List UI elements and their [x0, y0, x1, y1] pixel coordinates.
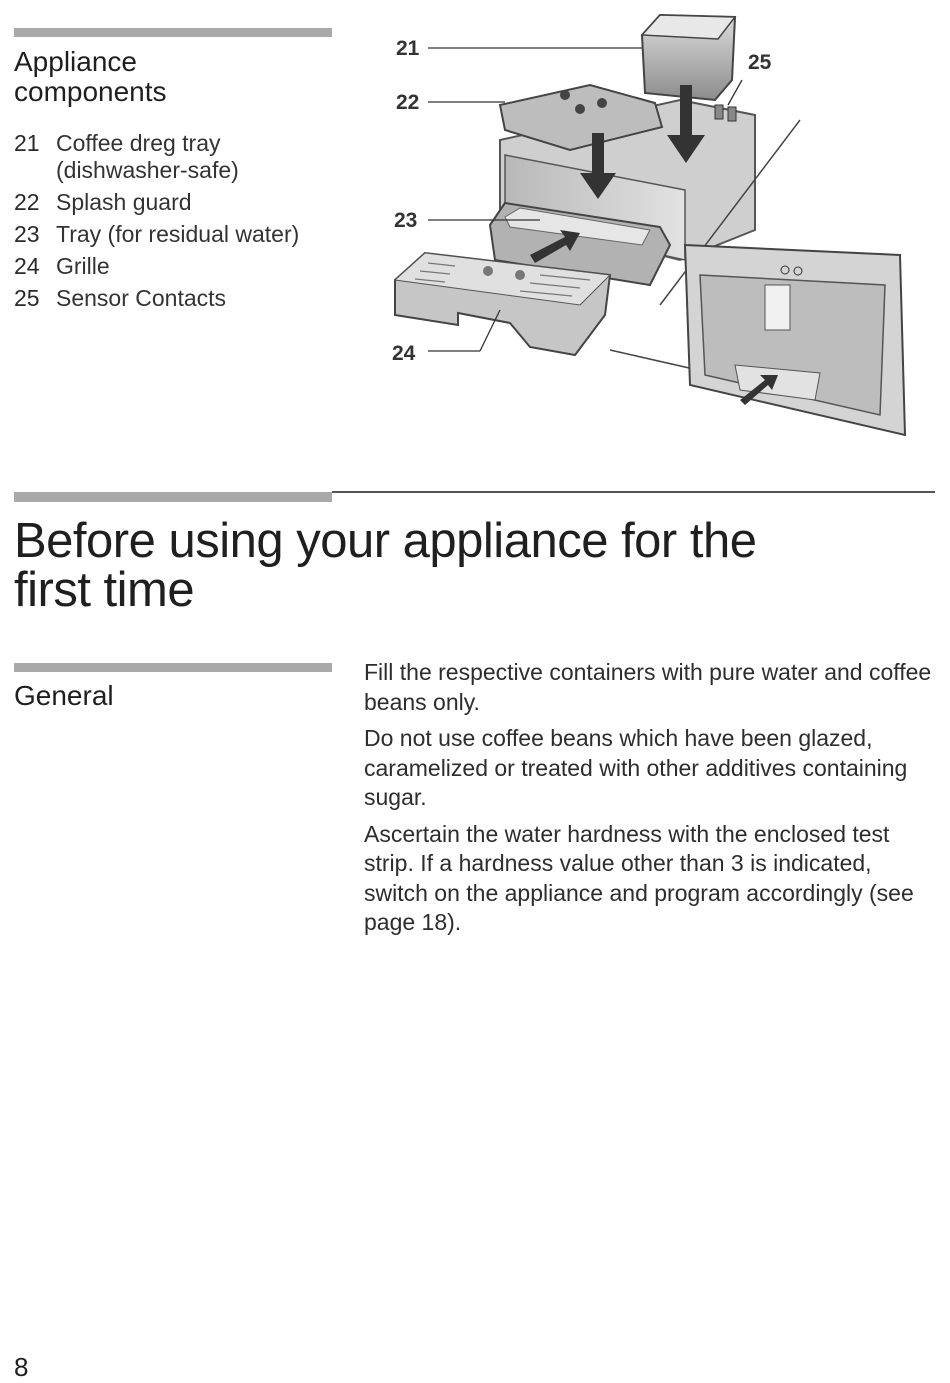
components-heading-line1: Appliance: [14, 46, 137, 77]
item-text: Splash guard: [56, 189, 192, 215]
page-number: 8: [14, 1352, 29, 1382]
item-number: 25: [14, 285, 40, 311]
paragraph: Fill the respective containers with pure water and coffee beans only.: [364, 659, 932, 715]
grille-hole: [483, 266, 493, 276]
sensor-contact: [728, 107, 736, 121]
item-text-line1: Coffee dreg tray: [56, 130, 221, 156]
item-number: 21: [14, 130, 40, 156]
page-title: [14, 514, 914, 617]
sensor-contact: [715, 105, 723, 119]
figure-label: 22: [396, 91, 420, 114]
splash-guard-hole: [575, 104, 585, 114]
figure-label: 23: [394, 209, 418, 232]
item-text-line2: (dishwasher-safe): [56, 157, 239, 183]
list-item: [14, 285, 334, 312]
components-heading-line2: components: [14, 76, 167, 107]
figure-label: 24: [392, 342, 416, 365]
list-item: [14, 221, 334, 248]
splash-guard-hole: [597, 98, 607, 108]
dreg-tray-top: [642, 15, 735, 39]
page-title-line1: Before using your appliance for the: [14, 514, 757, 568]
item-text: Sensor Contacts: [56, 285, 227, 311]
page-title-line2: first time: [14, 563, 195, 617]
item-text: Grille: [56, 253, 110, 279]
paragraph: Ascertain the water hardness with the enclosed test strip. If a hardness value other than 3 is indicated, switch on the appliance and program accordingly (see page 18).: [364, 820, 914, 935]
splash-guard-hole: [560, 90, 570, 100]
components-section-bar: [14, 28, 332, 37]
paragraph: Do not use coffee beans which have been glazed, caramelized or treated with other additives containing sugar.: [364, 725, 908, 810]
item-number: 23: [14, 221, 40, 247]
grille-hole: [515, 270, 525, 280]
general-heading: General: [14, 680, 114, 711]
item-text: [56, 130, 334, 184]
list-item: [14, 189, 334, 216]
figure-label: 25: [748, 51, 772, 74]
list-item: [14, 253, 334, 280]
list-item: [14, 130, 334, 184]
item-number: 22: [14, 189, 40, 215]
item-text: Tray (for residual water): [56, 221, 300, 247]
figure-label: 21: [396, 37, 420, 60]
item-number: 24: [14, 253, 40, 279]
general-section-bar: [14, 663, 332, 672]
machine-spout: [765, 285, 790, 330]
main-section-bar: [14, 492, 332, 502]
components-illustration: [380, 5, 920, 445]
components-heading: [14, 47, 167, 107]
component-list: [14, 130, 334, 317]
main-section-rule: [332, 491, 935, 493]
general-body: [364, 658, 936, 945]
